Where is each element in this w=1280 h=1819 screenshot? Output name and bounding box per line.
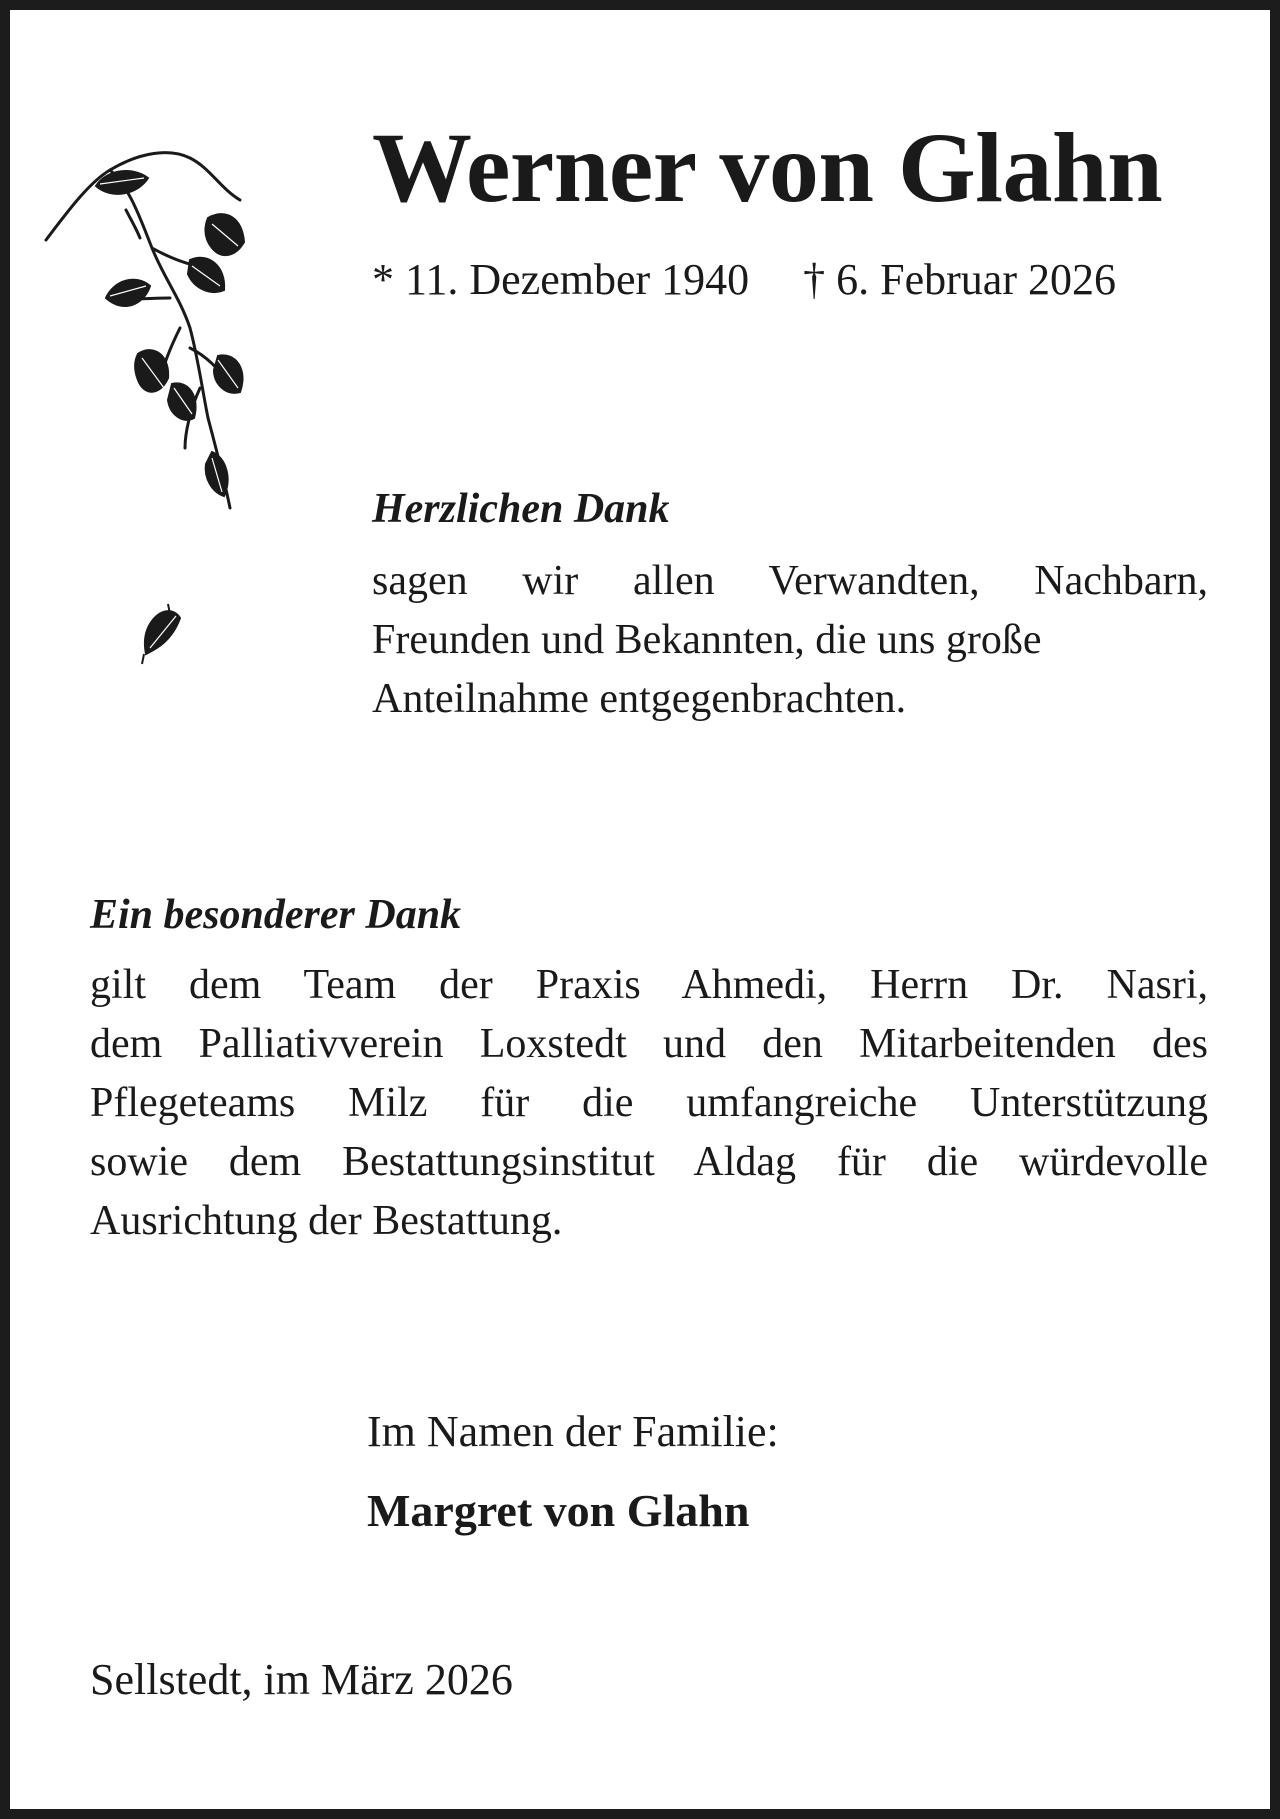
thanks-line: Freunden und Bekannten, die uns große: [372, 617, 1042, 663]
death-date: † 6. Februar 2026: [803, 255, 1116, 304]
special-thanks-line: gilt dem Team der Praxis Ahmedi, Herrn Dr. Nasri,: [90, 962, 1208, 1008]
birch-branch-icon: [40, 148, 280, 708]
life-dates: [372, 255, 1116, 304]
signature-intro: Im Namen der Familie:: [367, 1407, 779, 1456]
signature-name: Margret von Glahn: [367, 1485, 750, 1536]
special-thanks-heading: Ein besonderer Dank: [90, 892, 462, 938]
thanks-heading: Herzlichen Dank: [372, 486, 670, 532]
special-thanks-paragraph: [90, 956, 1208, 1251]
thanks-line: sagen wir allen Verwandten, Nachbarn,: [372, 558, 1208, 604]
thanks-paragraph: [372, 552, 1208, 729]
thanks-line: Anteilnahme entgegenbrachten.: [372, 676, 907, 722]
special-thanks-line: dem Palliativverein Loxstedt und den Mitarbeitenden des: [90, 1021, 1208, 1067]
place-and-date: Sellstedt, im März 2026: [90, 1655, 513, 1704]
special-thanks-line: sowie dem Bestattungsinstitut Aldag für die würdevolle: [90, 1139, 1208, 1185]
birth-date: * 11. Dezember 1940: [372, 255, 750, 304]
special-thanks-line: Pflegeteams Milz für die umfangreiche Unterstützung: [90, 1080, 1208, 1126]
special-thanks-line: Ausrichtung der Bestattung.: [90, 1198, 563, 1244]
deceased-name: Werner von Glahn: [372, 112, 1163, 223]
